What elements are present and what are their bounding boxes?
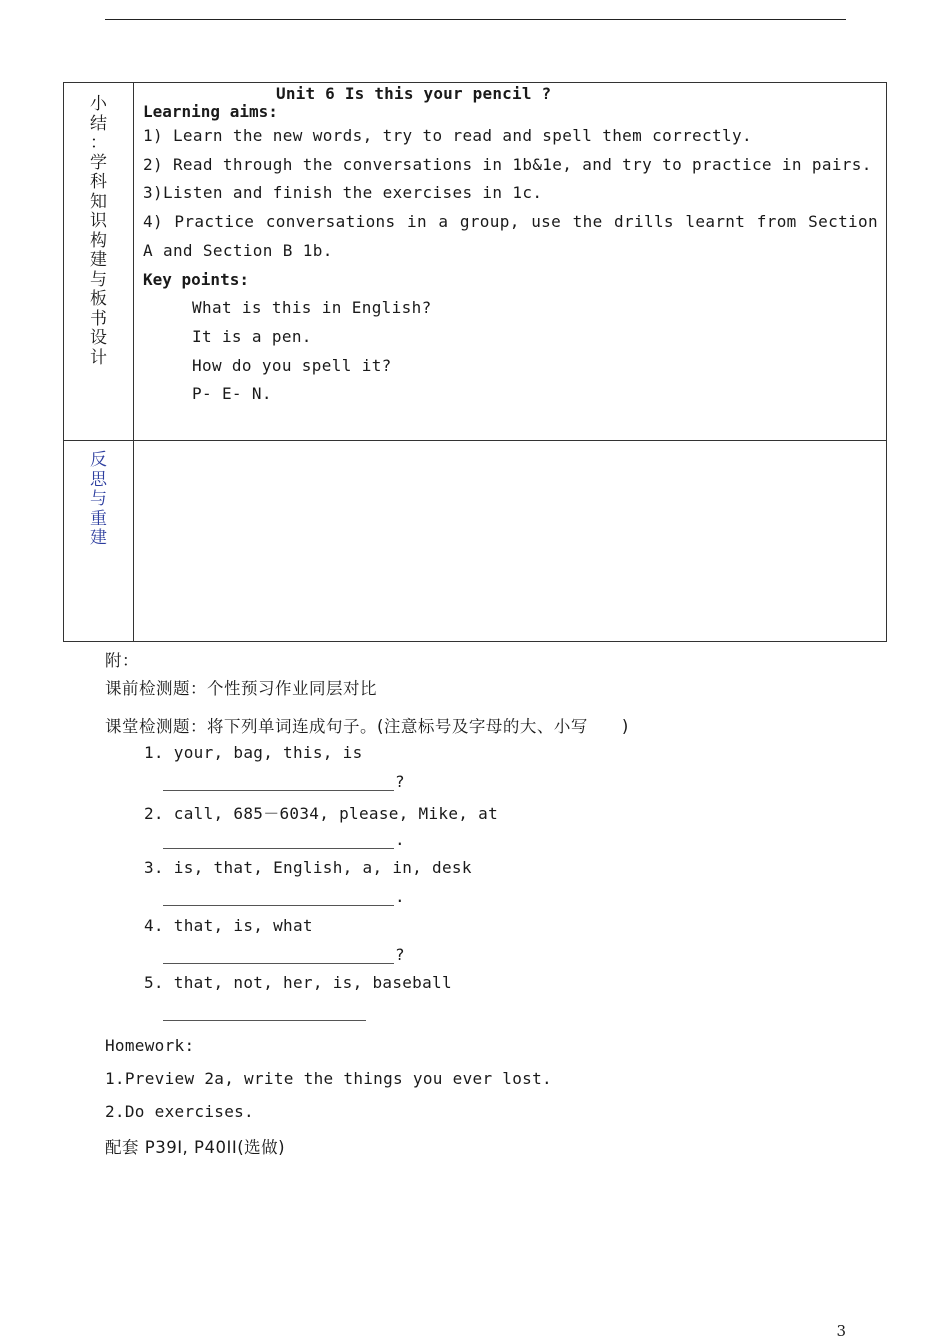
summary-row (64, 83, 887, 441)
aim-item: 4) Practice conversations in a group, use the drills learnt from Section A and Section B 1b. (143, 212, 878, 260)
homework-item: 配套 P39I, P40II(选做) (105, 1138, 286, 1157)
key-points-heading: Key points: (143, 269, 249, 289)
vertical-label-char: 小 (90, 94, 107, 114)
aim-item: 2) Read through the conversations in 1b&1e, and try to practice in pairs. (143, 154, 872, 174)
key-point: P- E- N. (192, 384, 272, 404)
key-point: It is a pen. (192, 326, 312, 346)
answer-end-mark: ? (395, 772, 405, 791)
vertical-label-char: 建 (90, 250, 107, 270)
reflection-label-cell (64, 441, 134, 642)
vertical-label-char: 建 (90, 528, 107, 548)
exercise-item: 5. that, not, her, is, baseball (144, 973, 452, 992)
unit-title: Unit 6 Is this your pencil ? (276, 84, 552, 103)
aims-heading: Learning aims: (143, 102, 278, 121)
exercise-item: 3. is, that, English, a, in, desk (144, 858, 472, 877)
reflection-vertical-label (89, 451, 109, 549)
vertical-label-char: 重 (90, 508, 107, 529)
exercise-item: 1. your, bag, this, is (144, 743, 363, 762)
homework-item: 1.Preview 2a, write the things you ever lost. (105, 1069, 552, 1088)
vertical-label-char: 板 (90, 289, 107, 309)
homework-heading: Homework: (105, 1036, 195, 1055)
appendix-label: 附： (105, 651, 139, 670)
vertical-label-char: 知 (90, 191, 107, 212)
lesson-table (63, 82, 887, 642)
aim-item: 1) Learn the new words, try to read and spell them correctly. (143, 126, 752, 145)
answer-end-mark: ? (395, 945, 405, 964)
exercise-item: 2. call, 685－6034, please, Mike, at (144, 804, 499, 823)
vertical-label-char: 与 (90, 489, 107, 509)
answer-blank[interactable] (163, 963, 394, 964)
vertical-label-char: 科 (90, 172, 107, 192)
answer-blank[interactable] (163, 790, 394, 791)
header-rule (105, 19, 846, 20)
summary-vertical-label (89, 95, 109, 368)
page-number: 3 (836, 1322, 846, 1340)
vertical-label-char: 结 (90, 113, 107, 134)
answer-blank[interactable] (163, 905, 394, 906)
answer-blank[interactable] (163, 1020, 366, 1021)
answer-blank[interactable] (163, 848, 394, 849)
class-test-line: 课堂检测题：将下列单词连成句子。(注意标号及字母的大、小写 ) (105, 717, 629, 736)
answer-end-mark: . (395, 887, 405, 906)
pre-test-line: 课前检测题：个性预习作业同层对比 (105, 679, 377, 698)
key-point: How do you spell it? (192, 355, 392, 375)
answer-end-mark: . (395, 830, 405, 849)
aim-item: 3)Listen and finish the exercises in 1c. (143, 183, 543, 203)
exercise-item: 4. that, is, what (144, 916, 313, 935)
vertical-label-char: 计 (90, 347, 107, 368)
key-point: What is this in English? (192, 298, 432, 318)
vertical-label-char: 设 (90, 328, 107, 348)
vertical-label-char: 与 (90, 269, 107, 290)
vertical-label-char: 书 (90, 308, 107, 329)
reflection-row (64, 441, 887, 642)
vertical-label-char: ： (90, 133, 107, 153)
summary-label-cell (64, 83, 134, 441)
reflection-content-cell (134, 441, 887, 642)
homework-item: 2.Do exercises. (105, 1102, 254, 1121)
vertical-label-char: 识 (90, 211, 107, 231)
vertical-label-char: 反 (90, 450, 107, 470)
vertical-label-char: 学 (90, 152, 107, 173)
summary-content-cell (134, 83, 887, 441)
vertical-label-char: 思 (90, 469, 107, 490)
vertical-label-char: 构 (90, 230, 107, 251)
